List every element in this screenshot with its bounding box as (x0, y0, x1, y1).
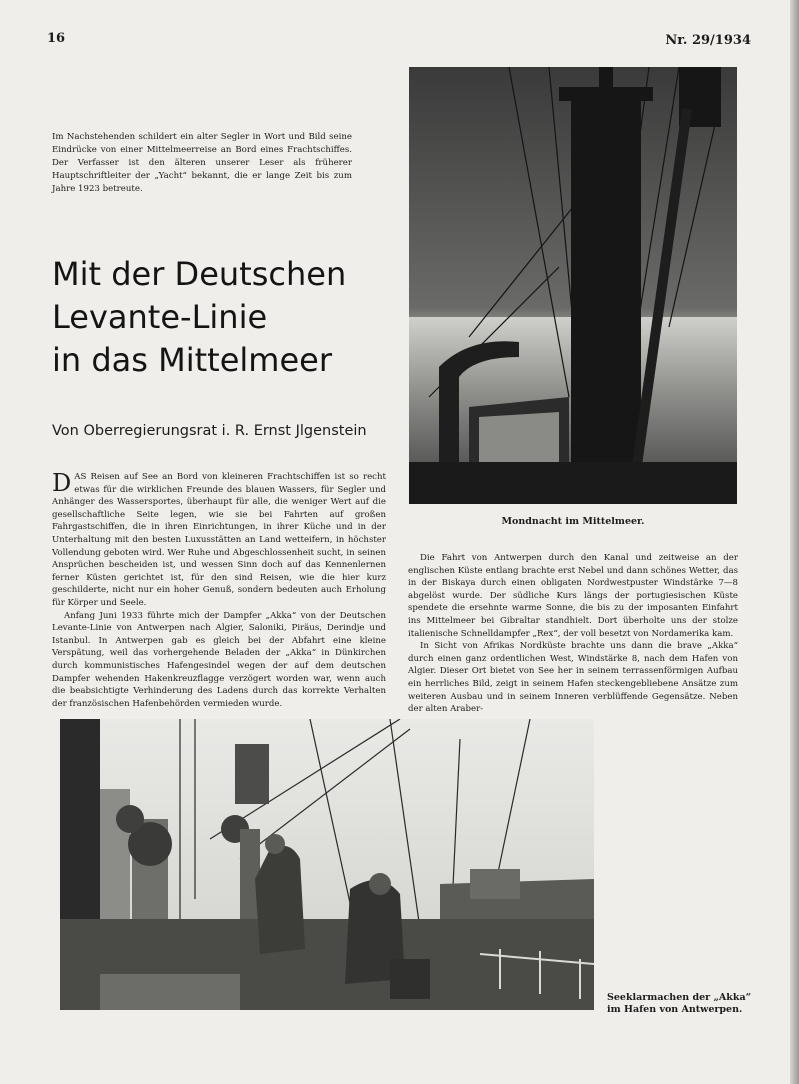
issue-number: Nr. 29/1934 (665, 33, 751, 48)
body-paragraph: Die Fahrt von Antwerpen durch den Kanal und zeitweise an der englischen Küste entlang brachte erst Nebel und dann schönes Wetter, das in der Biskaya durch einen obligaten Nordwestpuster Windstärke 7—8 abgelöst wurde. Der südliche Kurs längs der portugiesischen Küste spendete die ersehnte warme Sonne, die bis zu der imposanten Einfahrt ins Mittelmeer bei Gibraltar standhielt. Dort überholte uns der stolze italienische Schnelldampfer „Rex“, der voll besetzt von Nordamerika kam. (408, 553, 738, 639)
article-title (52, 253, 392, 382)
intro-paragraph: Im Nachstehenden schildert ein alter Segler in Wort und Bild seine Eindrücke von einer Mittelmeerreise an Bord eines Frachtschiffes. Der Verfasser ist den älteren unserer Leser als früherer Hauptschriftleiter der „Yacht“ bekannt, die er lange Zeit bis zum Jahre 1923 betreute. (52, 132, 352, 195)
title-line-1: Mit der Deutschen (52, 255, 347, 293)
paragraph-text: AS Reisen auf See an Bord von kleineren Frachtschiffen ist so recht etwas für die wirklichen Freunde des blauen Wassers, für Segler und Anhänger des Wassersportes, überhaupt für alle, die weniger Wert auf die gesellschaftliche Seite legen, wie sie bei Fahrten auf großen Fahrgastschiffen, die in ihren Einrichtungen, in ihrer Küche und in der Unterhaltung mit den besten Luxusstätten an Land wetteifern, in höchster Vollendung geboten wird. Wer Ruhe und Abgeschlossenheit sucht, in seinen Ansprüchen bescheiden ist, und wessen Sinn doch auf das Kennenlernen ferner Küsten gerichtet ist, für den sind Reisen, wie die hier kurz geschilderte, nicht nur ein hoher Genuß, sondern bedeuten auch Erholung für Körper und Seele. (52, 472, 386, 608)
body-paragraph (52, 471, 386, 610)
page-number: 16 (47, 31, 66, 46)
caption-bottom-line-2: im Hafen von Antwerpen. (607, 1004, 743, 1015)
photo-caption-top: Mondnacht im Mittelmeer. (501, 516, 645, 527)
body-column-left (52, 471, 386, 710)
body-paragraph: Anfang Juni 1933 führte mich der Dampfer „Akka“ von der Deutschen Levante-Linie von Antwerpen nach Algier, Saloniki, Piräus, Derindje und Istanbul. In Antwerpen gab es gleich bei der Abfahrt eine kleine Verspätung, weil das vorhergehende Beladen der „Akka“ in Dünkirchen durch kommunistisches Hafengesindel wegen der auf dem deutschen Dampfer wehenden Hakenkreuzflagge verzögert worden war, wenn auch die beabsichtigte Verhinderung des Ladens durch das korrekte Verhalten der französischen Hafenbehörden vermieden wurde. (52, 610, 386, 709)
photo-sailors-on-deck (60, 719, 594, 1010)
photo-caption-bottom (607, 992, 757, 1016)
byline: Von Oberregierungsrat i. R. Ernst Jlgenstein (52, 423, 367, 439)
caption-bottom-line-1: Seeklarmachen der „Akka“ (607, 992, 752, 1003)
drop-cap: D (52, 469, 72, 497)
photo-moonlit-ship (409, 67, 737, 504)
body-column-right (408, 552, 738, 716)
title-line-2: Levante-Linie (52, 298, 268, 336)
title-line-3: in das Mittelmeer (52, 341, 332, 379)
page-edge-shadow (790, 0, 799, 1084)
photo-moonlit-ship-image (409, 67, 737, 504)
photo-sailors-on-deck-image (60, 719, 594, 1010)
body-paragraph: In Sicht von Afrikas Nordküste brachte uns dann die brave „Akka“ durch einen ganz ordentlichen West, Windstärke 8, nach dem Hafen von Algier. Dieser Ort bietet von See her in seinem terrassenförmigen Aufbau ein herrliches Bild, zeigt in seinem Hafen steckengebliebene Ansätze zum weiteren Ausbau und in seinem Inneren verblüffende Gegensätze. Neben der alten Araber- (408, 641, 738, 715)
